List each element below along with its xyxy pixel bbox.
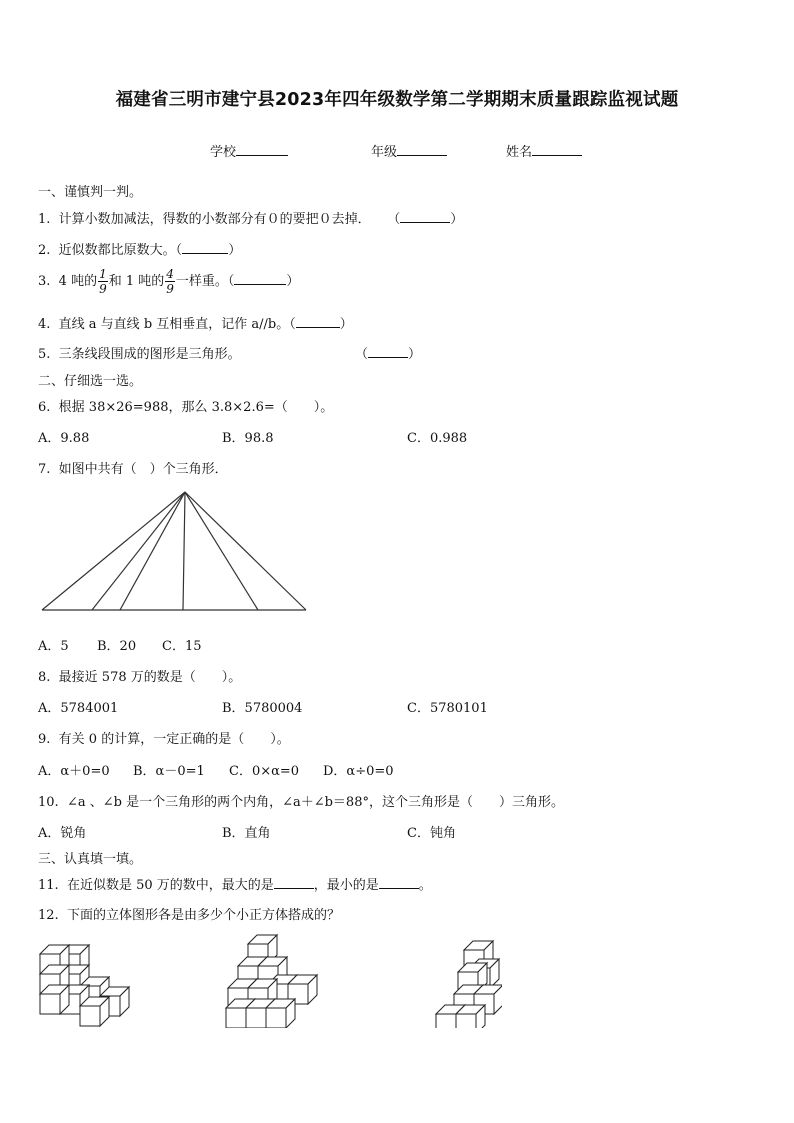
cube-figure-3 — [430, 938, 502, 1028]
answer-blank-2[interactable] — [182, 242, 228, 254]
question-7: 7. 如图中共有（ ）个三角形． — [38, 462, 228, 477]
q7-option-c[interactable]: C．15 — [162, 639, 202, 654]
section-1-heading: 一、谨慎判一判。 — [38, 185, 143, 200]
cube — [266, 999, 295, 1028]
q7-option-b[interactable]: B．20 — [97, 639, 137, 654]
name-blank[interactable] — [532, 143, 582, 156]
answer-blank-1[interactable] — [400, 211, 450, 223]
answer-blank-3[interactable] — [234, 273, 286, 285]
name-field[interactable] — [506, 141, 582, 160]
school-field[interactable] — [210, 141, 288, 160]
cube — [80, 997, 109, 1026]
q10-option-b[interactable]: B．直角 — [222, 826, 271, 841]
q9-option-b[interactable]: B．α－0=1 — [133, 764, 205, 779]
cube — [40, 985, 69, 1014]
q6-option-c[interactable]: C．0.988 — [407, 431, 468, 446]
page-title: 福建省三明市建宁县2023年四年级数学第二学期期末质量跟踪监视试题 — [115, 90, 679, 110]
answer-blank-4[interactable] — [296, 316, 340, 328]
grade-field[interactable] — [371, 141, 447, 160]
answer-blank-11b[interactable] — [379, 877, 419, 889]
q6-option-a[interactable]: A．9.88 — [38, 431, 90, 446]
question-1: 1. 计算小数加减法，得数的小数部分有０的要把０去掉． （ ） — [38, 212, 464, 227]
q8-option-c[interactable]: C．5780101 — [407, 701, 488, 716]
q9-option-c[interactable]: C．0×α=0 — [229, 764, 300, 779]
question-11: 11. 在近似数是 50 万的数中，最大的是 ，最小的是 。 — [38, 878, 432, 893]
q10-option-c[interactable]: C．钝角 — [407, 826, 456, 841]
q6-option-b[interactable]: B．98.8 — [222, 431, 274, 446]
q8-option-a[interactable]: A．5784001 — [38, 701, 119, 716]
question-5: 5. 三条线段围成的图形是三角形。 — [38, 347, 241, 362]
grade-blank[interactable] — [397, 143, 447, 156]
name-label: 姓名 — [506, 145, 533, 160]
section-3-heading: 三、认真填一填。 — [38, 852, 143, 867]
q10-option-a[interactable]: A．锐角 — [38, 826, 87, 841]
question-2: 2. 近似数都比原数大。（ ） — [38, 243, 242, 258]
question-9: 9. 有关 0 的计算，一定正确的是（ ）。 — [38, 732, 290, 747]
grade-label: 年级 — [371, 145, 398, 160]
q9-option-d[interactable]: D．α÷0=0 — [323, 764, 394, 779]
answer-paren-5: （ ） — [355, 347, 422, 362]
question-8: 8. 最接近 578 万的数是（ ）。 — [38, 670, 242, 685]
cube-figure-2 — [222, 932, 326, 1028]
q7-option-a[interactable]: A．5 — [38, 639, 69, 654]
question-4: 4. 直线 a 与直线 b 互相垂直，记作 a//b。（ ） — [38, 317, 353, 332]
triangle-figure — [38, 488, 312, 614]
fraction-4-9: $\frac{4}{9}$ — [166, 267, 174, 296]
fraction-1-9: $\frac{1}{9}$ — [99, 267, 107, 296]
answer-blank-11a[interactable] — [274, 877, 314, 889]
question-3: 3. 4 吨的 $\frac{1}{9}$ 和 1 吨的 $\frac{4}{9}$ 一样重。（ ） — [38, 267, 300, 296]
q8-option-b[interactable]: B．5780004 — [222, 701, 303, 716]
section-2-heading: 二、仔细选一选。 — [38, 374, 143, 389]
school-label: 学校 — [210, 145, 237, 160]
q9-option-a[interactable]: A．α＋0=0 — [38, 764, 110, 779]
cube-figure-1 — [36, 938, 132, 1028]
question-6: 6. 根据 38×26=988，那么 3.8×2.6=（ ）。 — [38, 400, 334, 415]
school-blank[interactable] — [236, 143, 288, 156]
question-10: 10. ∠a 、∠b 是一个三角形的两个内角，∠a＋∠b＝88°，这个三角形是（ ）三角形。 — [38, 795, 564, 810]
question-12: 12. 下面的立体图形各是由多少个小正方体搭成的？ — [38, 908, 340, 923]
answer-blank-5[interactable] — [368, 346, 408, 358]
